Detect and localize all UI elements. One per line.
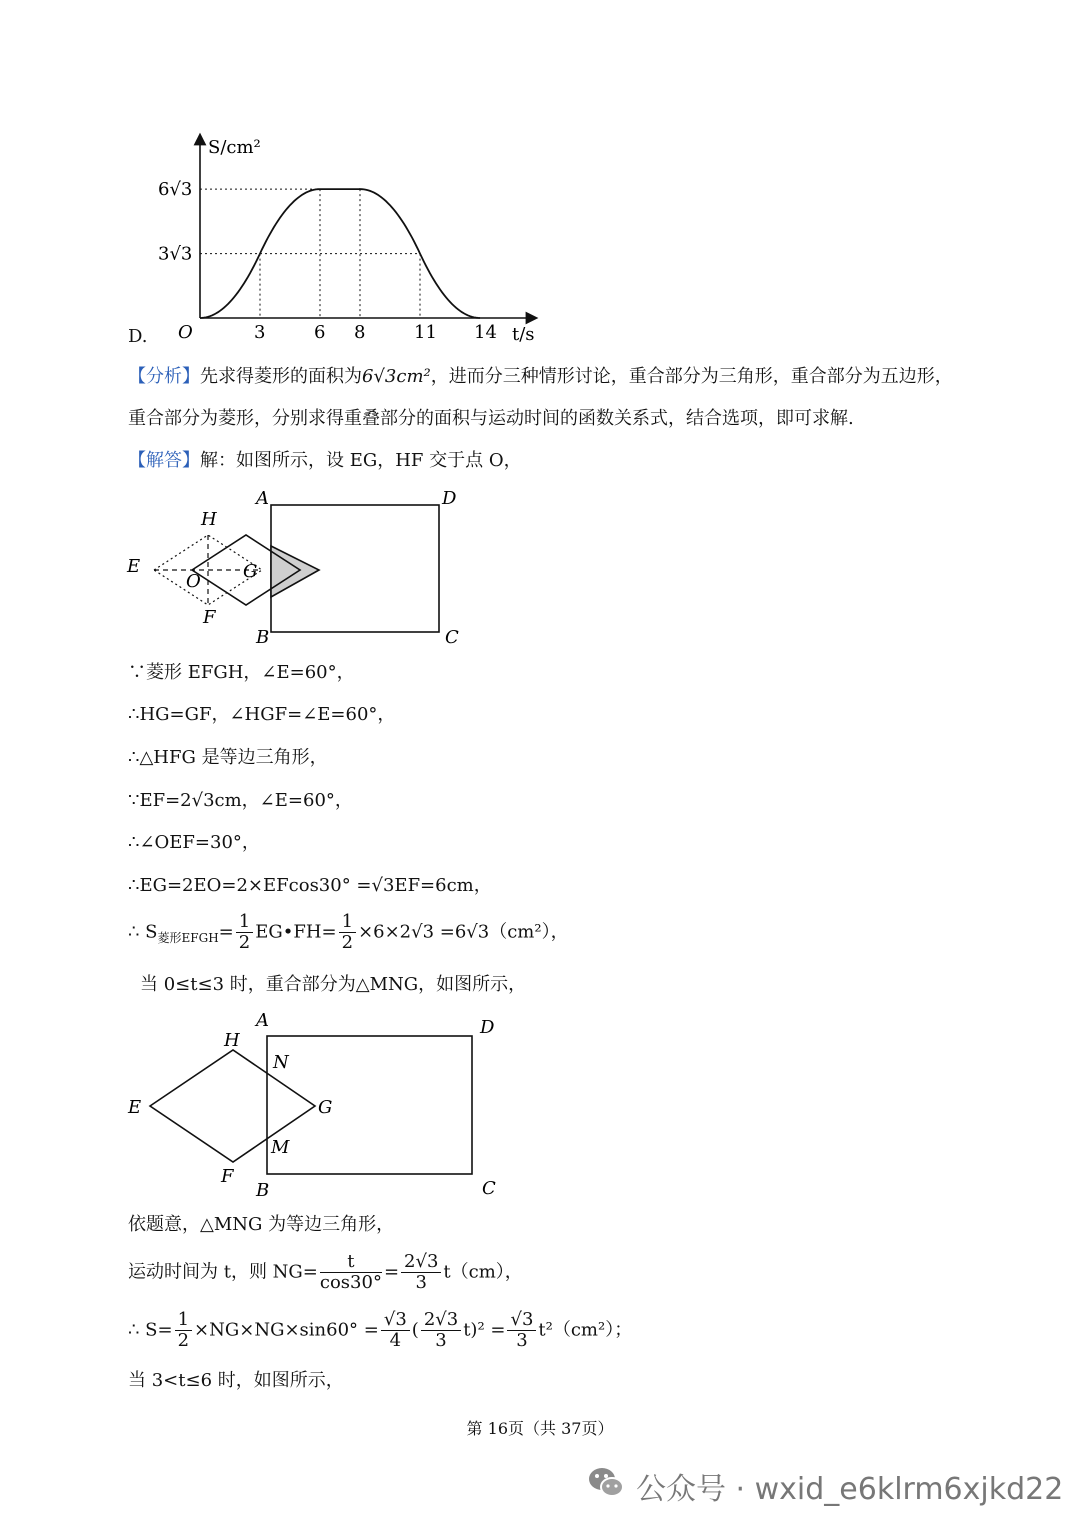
label-c: C	[445, 627, 459, 648]
solution-tag: 【解答】	[128, 450, 200, 471]
figure-1-rhombus-rectangle	[120, 485, 480, 650]
label-h: H	[201, 509, 217, 530]
label-g: G	[318, 1097, 333, 1118]
option-label: D.	[128, 326, 148, 347]
step-4: ∵EF=2√3cm，∠E=60°，	[128, 790, 353, 811]
step-10-ng: 运动时间为 t，则 NG= $\frac{t}{\cos 30^\circ}$ = $\frac{2√3}{3}$ t（cm），	[128, 1251, 523, 1293]
label-g: G	[243, 561, 258, 582]
label-c: C	[482, 1178, 496, 1199]
analysis-tag: 【分析】	[128, 366, 200, 387]
figure-2-triangle-overlap	[120, 1005, 520, 1205]
label-n: N	[273, 1052, 289, 1073]
label-d: D	[480, 1017, 495, 1038]
label-h: H	[224, 1030, 240, 1051]
label-e: E	[128, 1097, 142, 1118]
page-footer: 第 16页（共 37页）	[466, 1419, 614, 1438]
rectangle-abcd	[267, 1036, 472, 1174]
step-1: ∵菱形 EFGH，∠E=60°，	[128, 662, 355, 683]
step-12: 当 3<t≤6 时，如图所示，	[128, 1370, 344, 1391]
label-m: M	[271, 1137, 290, 1158]
step-9: 依题意，△MNG 为等边三角形，	[128, 1214, 395, 1235]
label-f: F	[203, 607, 216, 628]
analysis-line-1: 【分析】先求得菱形的面积为6√3cm²，进而分三种情形讨论，重合部分为三角形，重合部分为五边形，	[128, 366, 953, 387]
step-3: ∴△HFG 是等边三角形，	[128, 747, 328, 768]
label-a: A	[256, 488, 269, 509]
label-d: D	[442, 488, 457, 509]
x-tick-11: 11	[414, 322, 437, 343]
step-2: ∴HG=GF，∠HGF=∠E=60°，	[128, 704, 396, 725]
label-b: B	[256, 1180, 270, 1201]
solution-intro: 【解答】解：如图所示，设 EG，HF 交于点 O，	[128, 450, 522, 471]
watermark-text: 公众号 · wxid_e6klrm6xjkd22	[636, 1472, 1064, 1507]
label-e: E	[127, 556, 141, 577]
x-tick-14: 14	[474, 322, 497, 343]
step-8: 当 0≤t≤3 时，重合部分为△MNG，如图所示，	[140, 974, 527, 995]
rhombus-efgh	[150, 1050, 315, 1162]
step-6: ∴EG=2EO=2×EFcos30° =√3EF=6cm，	[128, 875, 492, 896]
x-axis-label: t/s	[512, 324, 535, 345]
analysis-line-2: 重合部分为菱形，分别求得重叠部分的面积与运动时间的函数关系式，结合选项，即可求解.	[128, 408, 854, 429]
x-tick-3: 3	[254, 322, 266, 343]
x-tick-6: 6	[314, 322, 326, 343]
area-time-chart	[120, 125, 560, 355]
y-tick-6sqrt3: 6√3	[158, 179, 193, 201]
shaded-overlap	[271, 546, 319, 597]
label-a: A	[256, 1010, 269, 1031]
wechat-icon	[586, 1462, 626, 1502]
label-b: B	[256, 627, 270, 648]
x-tick-8: 8	[354, 322, 366, 343]
origin-label: O	[178, 322, 193, 343]
label-o: O	[186, 571, 201, 592]
y-tick-3sqrt3: 3√3	[158, 243, 193, 265]
step-11-area: ∴ S= $\frac{1}{2}$ ×NG×NG×sin60° = $\frac{√3}{4}$ ( $\frac{2√3}{3}$ t)² = $\frac{√3}{3}$ t²（cm²）；	[128, 1309, 633, 1351]
step-7-area-formula: ∴ $S_{菱形EFGH}=$ $\frac{1}{2}$ EG•FH= $\frac{1}{2}$ ×6×2√3 =6√3（cm²），	[128, 911, 569, 953]
step-5: ∴∠OEF=30°，	[128, 832, 260, 853]
y-axis-label: S/cm²	[208, 137, 261, 158]
label-f: F	[221, 1166, 234, 1187]
